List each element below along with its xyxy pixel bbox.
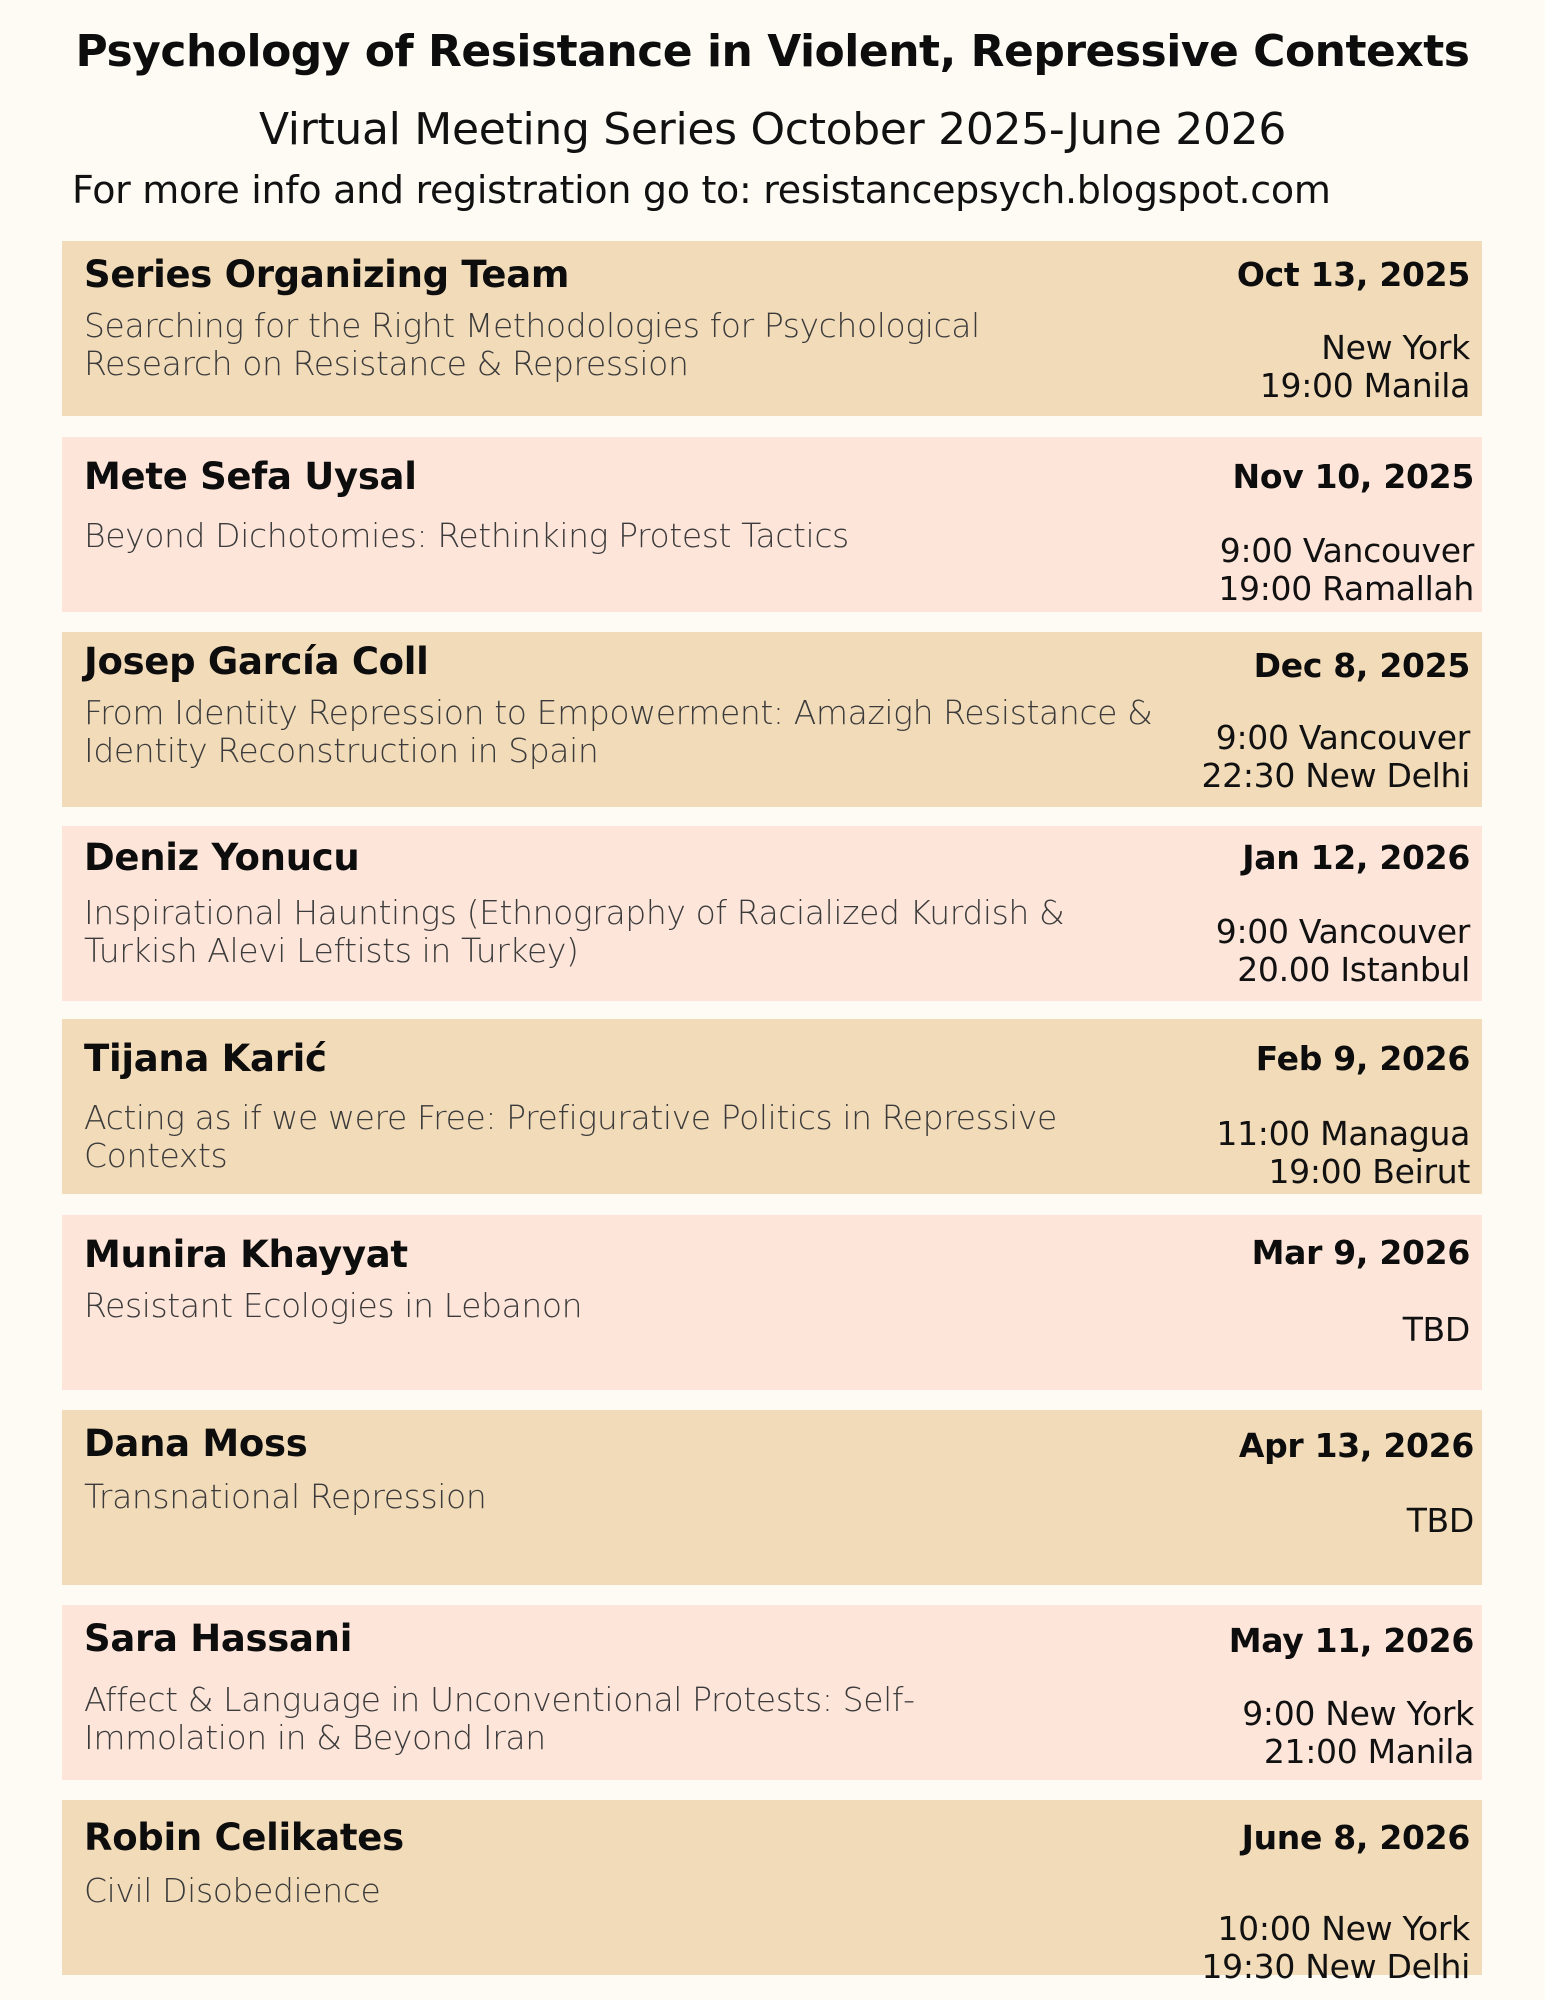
event-time-1: 11:00 Managua — [1216, 1114, 1470, 1153]
event-date: Mar 9, 2026 — [1251, 1233, 1470, 1272]
talk-title: Civil Disobedience — [84, 1871, 381, 1910]
event-time-2: 19:30 New Delhi — [1201, 1947, 1470, 1986]
event-card-feb — [62, 1019, 1482, 1194]
event-time-1: 9:00 Vancouver — [1219, 531, 1474, 570]
event-date: June 8, 2026 — [1241, 1818, 1470, 1857]
event-times — [1260, 329, 1470, 405]
talk-title: From Identity Repression to Empowerment: Amazigh Resistance & Identity Reconstruction in Spain — [84, 693, 1153, 770]
speaker-name: Deniz Yonucu — [84, 836, 360, 879]
talk-title: Acting as if we were Free: Prefigurative Politics in Repressive Contexts — [84, 1098, 1057, 1175]
event-times — [1201, 719, 1470, 795]
event-card-jun — [62, 1800, 1482, 1986]
event-time-1: 9:00 Vancouver — [1215, 912, 1470, 951]
event-date: Nov 10, 2025 — [1232, 457, 1474, 496]
talk-title: Transnational Repression — [84, 1477, 487, 1516]
event-card-oct — [62, 241, 1482, 416]
speaker-name: Sara Hassani — [84, 1617, 353, 1660]
event-card-dec — [62, 632, 1482, 807]
page-title: Psychology of Resistance in Violent, Repressive Contexts — [75, 26, 1470, 77]
speaker-name: Tijana Karić — [84, 1037, 327, 1080]
registration-info: For more info and registration go to: resistancepsych.blogspot.com — [72, 168, 1331, 212]
event-card-may — [62, 1605, 1482, 1780]
event-card-mar — [62, 1215, 1482, 1390]
speaker-name: Series Organizing Team — [84, 253, 570, 296]
page-subtitle: Virtual Meeting Series October 2025-June 2026 — [258, 104, 1287, 155]
talk-title: Inspirational Hauntings (Ethnography of Racialized Kurdish & Turkish Alevi Leftists in Turkey) — [84, 893, 1065, 970]
event-time-2: 19:00 Manila — [1259, 366, 1470, 405]
event-time-2: 20.00 Istanbul — [1237, 950, 1470, 989]
event-card-apr — [62, 1410, 1482, 1585]
speaker-name: Mete Sefa Uysal — [84, 455, 417, 498]
event-time-1: 10:00 New York — [1217, 1909, 1470, 1948]
speaker-name: Robin Celikates — [84, 1816, 404, 1859]
event-time-2: 19:00 Ramallah — [1218, 569, 1474, 608]
event-date: Dec 8, 2025 — [1253, 646, 1470, 685]
event-time-1: TBD — [1402, 1310, 1470, 1349]
speaker-name: Josep García Coll — [84, 640, 429, 683]
speaker-name: Munira Khayyat — [84, 1233, 408, 1276]
event-time-1: New York — [1321, 328, 1470, 367]
event-time-2: 19:00 Beirut — [1268, 1152, 1470, 1191]
event-times — [1407, 1502, 1474, 1540]
event-time-2: 21:00 Manila — [1263, 1732, 1474, 1771]
event-times — [1216, 1115, 1470, 1191]
event-date: Apr 13, 2026 — [1238, 1426, 1474, 1465]
event-date: Oct 13, 2025 — [1236, 255, 1470, 294]
event-time-1: 9:00 Vancouver — [1215, 718, 1470, 757]
event-card-jan — [62, 826, 1482, 1001]
talk-title: Resistant Ecologies in Lebanon — [84, 1286, 583, 1325]
event-date: Feb 9, 2026 — [1255, 1039, 1470, 1078]
event-date: May 11, 2026 — [1228, 1621, 1474, 1660]
event-times — [1403, 1311, 1470, 1349]
talk-title: Affect & Language in Unconventional Protests: Self-Immolation in & Beyond Iran — [84, 1680, 915, 1757]
event-times — [1201, 1910, 1470, 1986]
event-time-2: 22:30 New Delhi — [1201, 756, 1470, 795]
event-times — [1218, 532, 1474, 608]
event-time-1: TBD — [1406, 1501, 1474, 1540]
speaker-name: Dana Moss — [84, 1422, 308, 1465]
talk-title: Searching for the Right Methodologies for Psychological Research on Resistance & Repression — [84, 306, 980, 383]
event-card-nov — [62, 437, 1482, 612]
event-time-1: 9:00 New York — [1242, 1694, 1474, 1733]
event-times — [1242, 1695, 1474, 1771]
event-date: Jan 12, 2026 — [1242, 838, 1470, 877]
talk-title: Beyond Dichotomies: Rethinking Protest Tactics — [84, 516, 849, 555]
event-times — [1216, 913, 1470, 989]
